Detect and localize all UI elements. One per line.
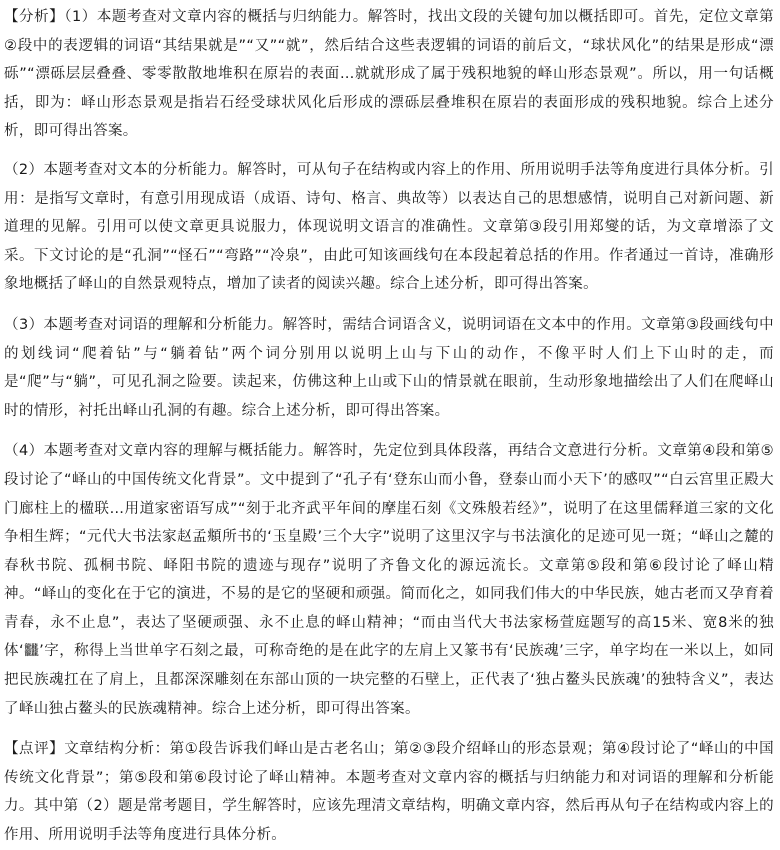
analysis-paragraph-1 [4, 3, 774, 146]
analysis-tag: 【分析】 [4, 9, 65, 25]
comment-paragraph [4, 735, 774, 849]
analysis-paragraph-4: （4）本题考查对文章内容的理解与概括能力。解答时，先定位到具体段落，再结合文意进行分析。文章第④段和第⑤段讨论了“峄山的中国传统文化背景”。文中提到了“孔子有‘登东山而小鲁，登泰山而小天下’的感叹”“白云宫里正殿大门廊柱上的楹联…用道家密语写成”“刻于北齐武平年间的摩崖石刻《文殊般若经》”，说明了在这里儒释道三家的文化争相生辉；“元代大书法家赵孟頫所书的‘玉皇殿’三个大字”说明了这里汉字与书法演化的足迹可见一斑；“峄山之麓的春秋书院、孤桐书院、峄阳书院的遗迹与现存”说明了齐鲁文化的源远流长。文章第⑤段和第⑥段讨论了峄山精神。“峄山的变化在于它的演进，不易的是它的坚硬和顽强。简而化之，如同我们伟大的中华民族，她古老而又孕育着青春，永不止息”，表达了坚硬顽强、永不止息的峄山精神；“而由当代大书法家杨萱庭题写的高15米、宽8米的独体‘𪚥’字，称得上当世单字石刻之最，可称奇绝的是在此字的左肩上又篆书有‘民族魂’三字，单字均在一米以上，如同把民族魂扛在了肩上，且都深深雕刻在东部山顶的一块完整的石壁上，正代表了‘独占鳌头民族魂’的独特含义”，表达了峄山独占鳌头的民族魂精神。综合上述分析，即可得出答案。 [4, 443, 774, 717]
analysis-paragraph-3: （3）本题考查对词语的理解和分析能力。解答时，需结合词语含义，说明词语在文本中的作用。文章第③段画线句中的划线词“爬着钻”与“躺着钻”两个词分别用以说明上山与下山的动作，不像平时人们上下山时的走，而是“爬”与“躺”，可见孔洞之险要。读起来，仿佛这种上山或下山的情景就在眼前，生动形象地描绘出了人们在爬峄山时的情形，衬托出峄山孔洞的有趣。综合上述分析，即可得出答案。 [4, 316, 774, 419]
analysis-paragraph-2: （2）本题考查对文本的分析能力。解答时，可从句子在结构或内容上的作用、所用说明手法等角度进行具体分析。引用：是指写文章时，有意引用现成语（成语、诗句、格言、典故等）以表达自己的思想感情，说明自己对新问题、新道理的见解。引用可以使文章更具说服力，体现说明文语言的准确性。文章第③段引用郑燮的话，为文章增添了文采。下文讨论的是“孔洞”“怪石”“弯路”“冷泉”，由此可知该画线句在本段起着总括的作用。作者通过一首诗，准确形象地概括了峄山的自然景观特点，增加了读者的阅读兴趣。综合上述分析，即可得出答案。 [4, 161, 774, 293]
comment-text: 文章结构分析：第①段告诉我们峄山是古老名山；第②③段介绍峄山的形态景观；第④段讨论了“峄山的中国传统文化背景”；第⑤段和第⑥段讨论了峄山精神。本题考查对文章内容的概括与归纳能力和对词语的理解和分析能力。其中第（2）题是常考题目，学生解答时，应该先理清文章结构，明确文章内容，然后再从句子在结构或内容上的作用、所用说明手法等角度进行具体分析。 [4, 741, 774, 844]
analysis-text-1: （1）本题考查对文章内容的概括与归纳能力。解答时，找出文段的关键句加以概括即可。首先，定位文章第②段中的表逻辑的词语“其结果就是”“又”“就”，然后结合这些表逻辑的词语的前后文，“球状风化”的结果是形成“漂砾”“漂砾层层叠叠、零零散散地堆积在原岩的表面…就就形成了属于残积地貌的峄山形态景观”。所以，用一句话概括，即为：峄山形态景观是指岩石经受球状风化后形成的漂砾层叠堆积在原岩的表面形成的残积地貌。综合上述分析，即可得出答案。 [4, 9, 774, 140]
comment-tag: 【点评】 [4, 741, 65, 758]
